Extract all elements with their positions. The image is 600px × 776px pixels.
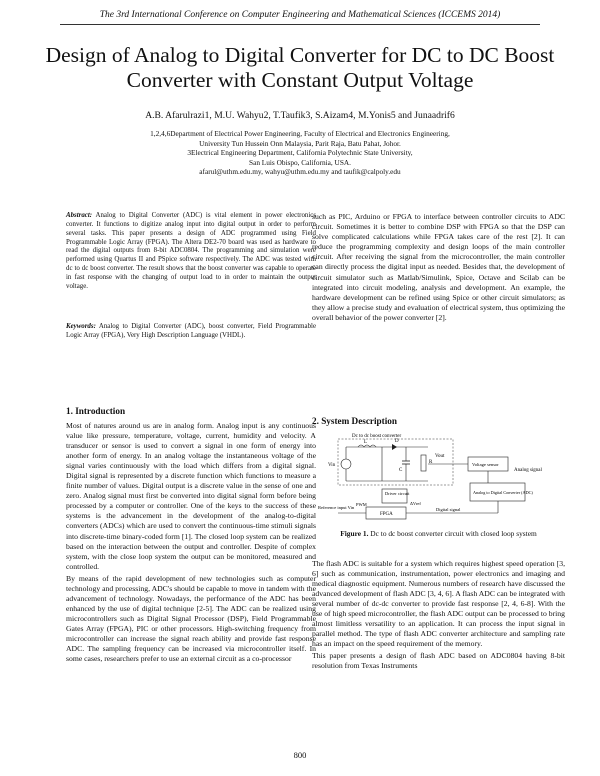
svg-text:D: D (395, 439, 399, 444)
diode-icon (392, 444, 397, 450)
system-description-body (312, 559, 565, 672)
paragraph: The flash ADC is suitable for a system which requires highest speed operation [3, 6] such as communication, instrumentation, power electronics and imaging and medical diagnostic equipment. Numerous numbers of research have discussed the advanced development of flash ADC [3, 4, 6]. A flash ADC can be integrated with several number of dc-dc converter to provide fast response [2, 4, 6-8]. With the use of high speed microcontroller, the flash ADC output can be processed to bring almost limitless versatility to an application. It can process the input signal in parallel method. The type of flash ADC converter architecture and sampling rate has an impact on the speed requirement of the memory. (312, 559, 565, 649)
section-heading-introduction: 1. Introduction (66, 406, 126, 416)
svg-text:PWM: PWM (356, 502, 367, 507)
system-block-diagram (318, 431, 558, 523)
affiliation-line: 3Electrical Engineering Department, California Polytechnic State University, (187, 148, 413, 158)
keywords-text: Analog to Digital Converter (ADC), boost converter, Field Programmable Logic Array (FPGA), Very High Description Language (VHDL). (66, 323, 317, 339)
introduction-body (66, 421, 316, 666)
abstract (66, 212, 316, 292)
boost-label: Dc to dc boost converter (352, 434, 402, 439)
svg-text:ΔVref: ΔVref (410, 501, 421, 506)
section-heading-system: 2. System Description (312, 416, 397, 426)
svg-text:Digital signal: Digital signal (436, 507, 461, 512)
paper-title: Design of Analog to Digital Converter for DC to DC Boost Converter with Constant Output Voltage (45, 43, 555, 92)
abstract-label: Abstract: (66, 212, 93, 219)
resistor-icon (421, 455, 426, 471)
vin-label: Vin (328, 463, 336, 468)
svg-text:FPGA: FPGA (380, 512, 393, 517)
figure-caption-text: Dc to dc boost converter circuit with closed loop system (370, 529, 537, 538)
affiliation-line: 1,2,4,6Department of Electrical Power Engineering, Faculty of Electrical and Electronics Engineering, (150, 129, 450, 138)
svg-text:Vout: Vout (435, 454, 445, 459)
svg-text:Analog signal: Analog signal (514, 468, 542, 473)
affiliations (60, 129, 540, 177)
page-number: 800 (293, 750, 307, 760)
svg-text:R: R (429, 460, 433, 465)
svg-text:L: L (364, 440, 368, 445)
conference-header: The 3rd International Conference on Computer Engineering and Mathematical Sciences (ICCEMS 2014) (99, 10, 501, 20)
keywords-label: Keywords: (66, 323, 96, 330)
figure-caption-label: Figure 1. (340, 529, 369, 538)
right-column-continuation: such as PIC, Arduino or FPGA to interface between controller circuits to ADC circuit. Sometimes it is better to combine DSP with FPGA so that the DSP can solve complicated calculations while FPGA takes care of the rest [2]. It can reduce the programming complexity and design loops of the main controller circuit. After receiving the signal from the microcontroller, the main controller can directly process the digital input as needed. Besides that, the development of circuit simulator such as Matlab/Simulink, Spice, Octave and Scilab can be integrated into circuit modeling, analysis and development. An example, the hardware development can be refined using Spice or other circuit simulators; as they allow a precise study and evaluation of electrical system, thus optimizing the overall behavior of the power converter [2]. (312, 212, 565, 322)
paragraph: By means of the rapid development of new technologies such as computer technology and processing, ADC's should be capable to move in tandem with the advancement of technology. Nowadays, the performance of the ADC has been enhanced by the use of digital technique [2-5]. The ADC can be realized using microcontrollers such as Digital Signal Processor (DSP), Field Programmable Gates Array (FPGA), PIC or other processors. High-switching frequency from microcontroller can increase the signal reach ability and provide fast response ADC. The sampling frequency can be increased via microcontroller itself. In some cases, researchers prefer to use an external circuit as a co-processor (66, 573, 316, 664)
header-rule (60, 24, 540, 25)
source-icon (341, 459, 351, 469)
affiliation-emails: afarul@uthm.edu.my, wahyu@uthm.edu.my and taufik@calpoly.edu (199, 167, 401, 177)
author-list: A.B. Afarulrazi1, M.U. Wahyu2, T.Taufik3, S.Aizam4, M.Yonis5 and Junaadrif6 (145, 110, 455, 121)
svg-text:Reference input Vin: Reference input Vin (318, 505, 355, 510)
svg-text:C: C (399, 468, 403, 473)
svg-text:Analog to Digital Converter (A: Analog to Digital Converter (ADC) (473, 490, 533, 495)
affiliation-line: San Luis Obispo, California, USA. (249, 157, 351, 167)
driver-label: Driver circuit (385, 491, 410, 496)
paragraph: This paper presents a design of flash ADC based on ADC0804 having 8-bit resolution from Texas Instruments (312, 651, 565, 671)
keywords (66, 323, 316, 341)
affiliation-line: University Tun Hussein Onn Malaysia, Parit Raja, Batu Pahat, Johor. (199, 138, 401, 148)
paragraph: Most of natures around us are in analog form. Analog input is any continuous value like pressure, temperature, voltage, current, humidity and velocity. A transducer or sensor is used to convert a signal in one form of energy into another form of energy. In an analog voltage the instantaneous voltage of the signal varies continuously with the load which differs from a digital signal. Digital signal is represented by a discrete function which functions to measure a finite number of values. Digital output is a discrete value in the sense of one and zero. Analog signal must first be converted into digital signal form before being processed by a computer or controller. One of the keys to the success of these systems is the advancement in the development of the analog-to-digital converters (ADCs) which are used to convert the continuous-time stimuli signals into discrete-time binary-coded form [1]. The closed loop system can be realized based on the interaction between the output and controller. Despite of complex system, with the close loop system the output can be monitored, measured and controlled. (66, 421, 316, 571)
figure-caption (312, 529, 565, 539)
svg-text:Voltage sensor: Voltage sensor (472, 462, 499, 467)
abstract-text: Analog to Digital Converter (ADC) is vital element in power electronics converter. It functions to digitize analog input into digital output in order to perform several tasks. This paper presents a design of ADC programmed using Field Programmable Logic Array (FPGA). The Altera DE2-70 board was used as hardware to read the digital outputs from 8-bit ADC0804. The programming and simulation were performed using Quartus II and PSpice software respectively. The ADC was tested with dc to dc boost converter. The result shows that the boost converter was capable to operate in fast response with the changing of output load to in order to maintain the output voltage. (66, 212, 316, 290)
boost-box (338, 439, 453, 485)
